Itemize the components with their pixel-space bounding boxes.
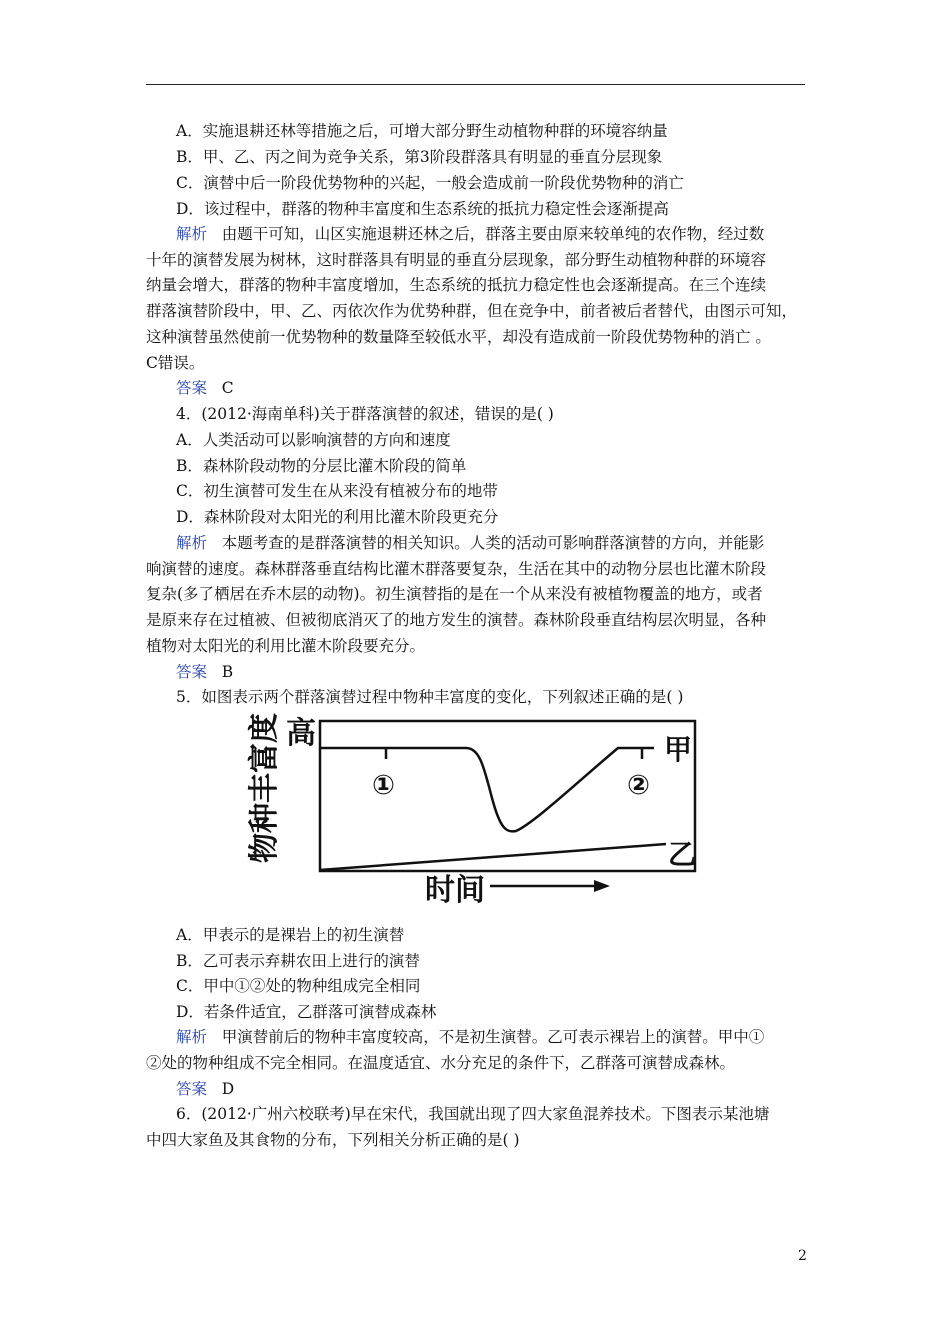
q4-analysis-line: 解析 本题考查的是群落演替的相关知识。人类的活动可影响群落演替的方向，并能影 (176, 534, 765, 552)
q5-answer: 答案 D (176, 1080, 235, 1098)
q5-analysis-line: ②处的物种组成不完全相同。在温度适宜、水分充足的条件下，乙群落可演替成森林。 (146, 1054, 736, 1072)
q4-option-a: A．人类活动可以影响演替的方向和速度 (176, 431, 451, 449)
q5-option-b: B．乙可表示弃耕农田上进行的演替 (176, 952, 420, 970)
y-axis-high-label: 高 (286, 716, 316, 751)
q4-option-c: C．初生演替可发生在从来没有植被分布的地带 (176, 482, 498, 500)
richness-figure (244, 713, 706, 910)
series-jia-label: 甲 (664, 733, 693, 766)
q5-option-a: A．甲表示的是裸岩上的初生演替 (176, 926, 405, 944)
q3-option-d: D．该过程中，群落的物种丰富度和生态系统的抵抗力稳定性会逐渐提高 (176, 200, 669, 218)
x-arrow-head (594, 880, 610, 892)
mark1-label: ① (372, 770, 395, 801)
q3-analysis-line: 十年的演替发展为树林，这时群落具有明显的垂直分层现象，部分野生动植物种群的环境容 (146, 251, 767, 269)
q3-analysis-line: C错误。 (146, 354, 205, 372)
q3-analysis-line: 解析 由题干可知，山区实施退耕还林之后，群落主要由原来较单纯的农作物，经过数 (176, 225, 765, 243)
q3-option-c: C．演替中后一阶段优势物种的兴起，一般会造成前一阶段优势物种的消亡 (176, 174, 684, 192)
q5-analysis-label: 解析 (176, 1028, 208, 1046)
y-axis-label: 物种丰富度 (247, 713, 282, 863)
q4-analysis-line: 复杂(多了栖居在乔木层的动物)。初生演替指的是在一个从来没有被植物覆盖的地方，或者 (146, 585, 763, 603)
header-rule (146, 84, 805, 85)
q3-answer-label: 答案 (176, 379, 208, 397)
x-axis-label: 时间 (425, 873, 485, 908)
q3-analysis-line: 这种演替虽然使前一优势物种的数量降至较低水平，却没有造成前一阶段优势物种的消亡 。 (146, 328, 771, 346)
q6-stem-line: 6．(2012·广州六校联考)早在宋代，我国就出现了四大家鱼混养技术。下图表示某池塘 (176, 1105, 770, 1123)
mark2-label: ② (627, 770, 650, 801)
q5-stem: 5．如图表示两个群落演替过程中物种丰富度的变化，下列叙述正确的是( ) (176, 688, 684, 706)
series-yi-label: 乙 (668, 838, 697, 871)
q5-option-d: D．若条件适宜，乙群落可演替成森林 (176, 1003, 437, 1021)
q4-analysis-line: 响演替的速度。森林群落垂直结构比灌木群落要复杂，生活在其中的动物分层也比灌木阶段 (146, 560, 767, 578)
q4-analysis-line: 植物对太阳光的利用比灌木阶段要充分。 (146, 637, 426, 655)
q4-option-b: B．森林阶段动物的分层比灌木阶段的简单 (176, 457, 467, 475)
q6-stem-line: 中四大家鱼及其食物的分布，下列相关分析正确的是( ) (146, 1131, 520, 1149)
q3-analysis-line: 纳量会增大，群落的物种丰富度增加，生态系统的抵抗力稳定性也会逐渐提高。在三个连续 (146, 276, 767, 294)
q4-analysis-label: 解析 (176, 534, 208, 552)
q4-analysis-line: 是原来存在过植被、但被彻底消灭了的地方发生的演替。森林阶段垂直结构层次明显，各种 (146, 611, 767, 629)
q4-answer-label: 答案 (176, 663, 208, 681)
q5-option-c: C．甲中①②处的物种组成完全相同 (176, 977, 421, 995)
page-number: 2 (798, 1248, 807, 1264)
q5-answer-label: 答案 (176, 1080, 208, 1098)
q4-stem: 4．(2012·海南单科)关于群落演替的叙述，错误的是( ) (176, 405, 554, 423)
q3-answer: 答案 C (176, 379, 234, 397)
q5-analysis-line: 解析 甲演替前后的物种丰富度较高，不是初生演替。乙可表示裸岩上的演替。甲中① (176, 1028, 765, 1046)
series-yi-line (320, 844, 666, 870)
q3-analysis-label: 解析 (176, 225, 208, 243)
q3-option-a: A．实施退耕还林等措施之后，可增大部分野生动植物种群的环境容纳量 (176, 122, 668, 140)
q3-analysis-line: 群落演替阶段中，甲、乙、丙依次作为优势种群，但在竞争中，前者被后者替代，由图示可知， (146, 302, 798, 320)
q3-option-b: B．甲、乙、丙之间为竞争关系，第3阶段群落具有明显的垂直分层现象 (176, 148, 663, 166)
q4-answer: 答案 B (176, 663, 234, 681)
q4-option-d: D．森林阶段对太阳光的利用比灌木阶段更充分 (176, 508, 499, 526)
series-jia-line (320, 748, 644, 831)
